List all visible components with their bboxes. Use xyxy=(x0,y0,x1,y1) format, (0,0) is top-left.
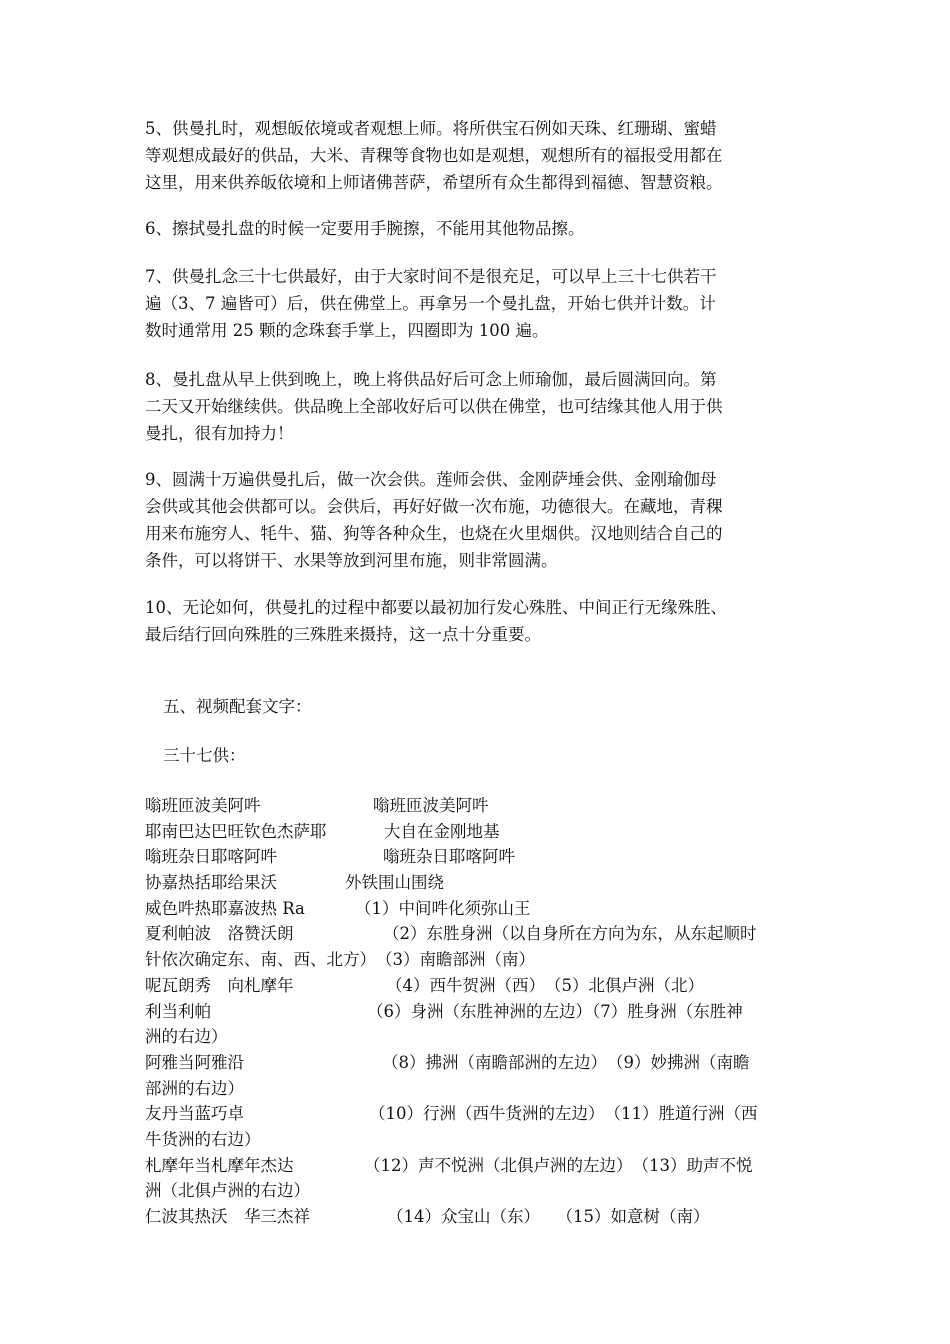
section-heading: 五、视频配套文字： xyxy=(163,697,312,716)
chant-meaning: （4）西牛贺洲（西） （5）北俱卢洲（北） xyxy=(386,975,704,995)
text-line: 6、擦拭曼扎盘的时候一定要用手腕擦，不能用其他物品擦。 xyxy=(145,219,585,238)
text-line: 数时通常用 25 颗的念珠套手掌上，四圈即为 100 遍。 xyxy=(145,321,549,340)
chant-transliteration: 威色吽热耶嘉波热 Ra xyxy=(145,898,305,918)
chant-transliteration: 札摩年当札摩年杰达 xyxy=(145,1155,294,1175)
chant-meaning: 大自在金刚地基 xyxy=(384,821,500,841)
chant-meaning: 外铁围山围绕 xyxy=(345,873,444,893)
chant-list xyxy=(145,793,815,1230)
chant-meaning: （1）中间吽化须弥山王 xyxy=(355,898,531,918)
chant-transliteration: 嗡班杂日耶喀阿吽 xyxy=(145,847,277,867)
text-line: 二天又开始继续供。供品晚上全部收好后可以供在佛堂，也可结缘其他人用于供 xyxy=(145,397,723,416)
chant-transliteration: 协嘉热括耶给果沃 xyxy=(145,873,277,893)
chant-transliteration: 嗡班匝波美阿吽 xyxy=(145,796,261,815)
chant-transliteration: 呢瓦朗秀 向札摩年 xyxy=(145,975,294,995)
text-line: 8、曼扎盘从早上供到晚上，晚上将供品好后可念上师瑜伽，最后圆满回向。第 xyxy=(145,370,717,389)
chant-meaning: （14）众宝山（东） （15）如意树（南） xyxy=(387,1207,710,1226)
chant-row xyxy=(145,1204,815,1230)
text-line: 等观想成最好的供品，大米、青稞等食物也如是观想，观想所有的福报受用都在 xyxy=(145,146,723,165)
chant-row xyxy=(145,1153,815,1179)
paragraph-item-10 xyxy=(145,594,810,648)
text-line: 用来布施穷人、牦牛、猫、狗等各种众生，也烧在火里烟供。汉地则结合自己的 xyxy=(145,524,723,543)
text-line: 10、无论如何，供曼扎的过程中都要以最初加行发心殊胜、中间正行无缘殊胜、 xyxy=(145,598,727,617)
chant-transliteration: 针依次确定东、南、西、北方） （3）南瞻部洲（南） xyxy=(145,950,535,970)
text-line: 这里，用来供养皈依境和上师诸佛菩萨，希望所有众生都得到福德、智慧资粮。 xyxy=(145,173,723,192)
chant-transliteration: 牛货洲的右边） xyxy=(145,1129,261,1149)
chant-transliteration: 仁波其热沃 华三杰祥 xyxy=(145,1207,310,1226)
paragraph-item-9 xyxy=(145,466,810,574)
text-line: 曼扎，很有加持力！ xyxy=(145,424,294,443)
chant-row xyxy=(145,1050,815,1076)
chant-row xyxy=(145,973,815,999)
chant-row xyxy=(145,793,815,819)
text-line: 7、供曼扎念三十七供最好，由于大家时间不是很充足，可以早上三十七供若干 xyxy=(145,267,717,286)
chant-meaning: 嗡班匝波美阿吽 xyxy=(373,796,489,815)
chant-transliteration: 友丹当蓝巧卓 xyxy=(145,1104,244,1124)
chant-row xyxy=(145,1178,815,1204)
chant-transliteration: 阿雅当阿雅沿 xyxy=(145,1052,244,1072)
chant-meaning: （10）行洲（西牛货洲的左边） （11）胜道行洲（西 xyxy=(369,1104,758,1124)
paragraph-item-7 xyxy=(145,263,810,344)
text-line: 条件，可以将饼干、水果等放到河里布施，则非常圆满。 xyxy=(145,551,558,570)
chant-row xyxy=(145,896,815,922)
chant-row xyxy=(145,921,815,947)
chant-meaning: 嗡班杂日耶喀阿吽 xyxy=(383,847,515,867)
chant-row xyxy=(145,1076,815,1102)
chant-row xyxy=(145,870,815,896)
chant-transliteration: 耶南巴达巴旺钦色杰萨耶 xyxy=(145,821,327,841)
text-line: 最后结行回向殊胜的三殊胜来摄持，这一点十分重要。 xyxy=(145,625,541,644)
chant-row xyxy=(145,1127,815,1153)
subheading: 三十七供： xyxy=(163,746,246,765)
chant-transliteration: 部洲的右边） xyxy=(145,1078,244,1098)
chant-transliteration: 洲的右边） xyxy=(145,1027,228,1047)
chant-row xyxy=(145,819,815,845)
text-line: 5、供曼扎时，观想皈依境或者观想上师。将所供宝石例如天珠、红珊瑚、蜜蜡 xyxy=(145,119,717,138)
text-line: 会供或其他会供都可以。会供后，再好好做一次布施，功德很大。在藏地，青稞 xyxy=(145,497,723,516)
chant-transliteration: 夏利帕波 洛赞沃朗 xyxy=(145,924,294,944)
chant-transliteration: 利当利帕 xyxy=(145,1001,211,1021)
chant-row xyxy=(145,1101,815,1127)
text-line: 遍（3、7 遍皆可）后，供在佛堂上。再拿另一个曼扎盘，开始七供并计数。计 xyxy=(145,294,716,313)
chant-row xyxy=(145,1024,815,1050)
paragraph-item-8 xyxy=(145,366,810,447)
chant-meaning: （2）东胜身洲（以自身所在方向为东，从东起顺时 xyxy=(383,924,757,944)
chant-row xyxy=(145,999,815,1025)
chant-meaning: （6）身洲（东胜神洲的左边）（7）胜身洲（东胜神 xyxy=(367,1001,743,1021)
chant-row xyxy=(145,844,815,870)
chant-row xyxy=(145,947,815,973)
paragraph-item-5 xyxy=(145,115,810,196)
paragraph-item-6 xyxy=(145,215,810,242)
chant-meaning: （8）拂洲（南瞻部洲的左边） （9）妙拂洲（南瞻 xyxy=(382,1052,750,1072)
chant-transliteration: 洲（北俱卢洲的右边） xyxy=(145,1181,310,1201)
chant-meaning: （12）声不悦洲（北俱卢洲的左边） （13）助声不悦 xyxy=(364,1155,753,1175)
text-line: 9、圆满十万遍供曼扎后，做一次会供。莲师会供、金刚萨埵会供、金刚瑜伽母 xyxy=(145,470,717,489)
